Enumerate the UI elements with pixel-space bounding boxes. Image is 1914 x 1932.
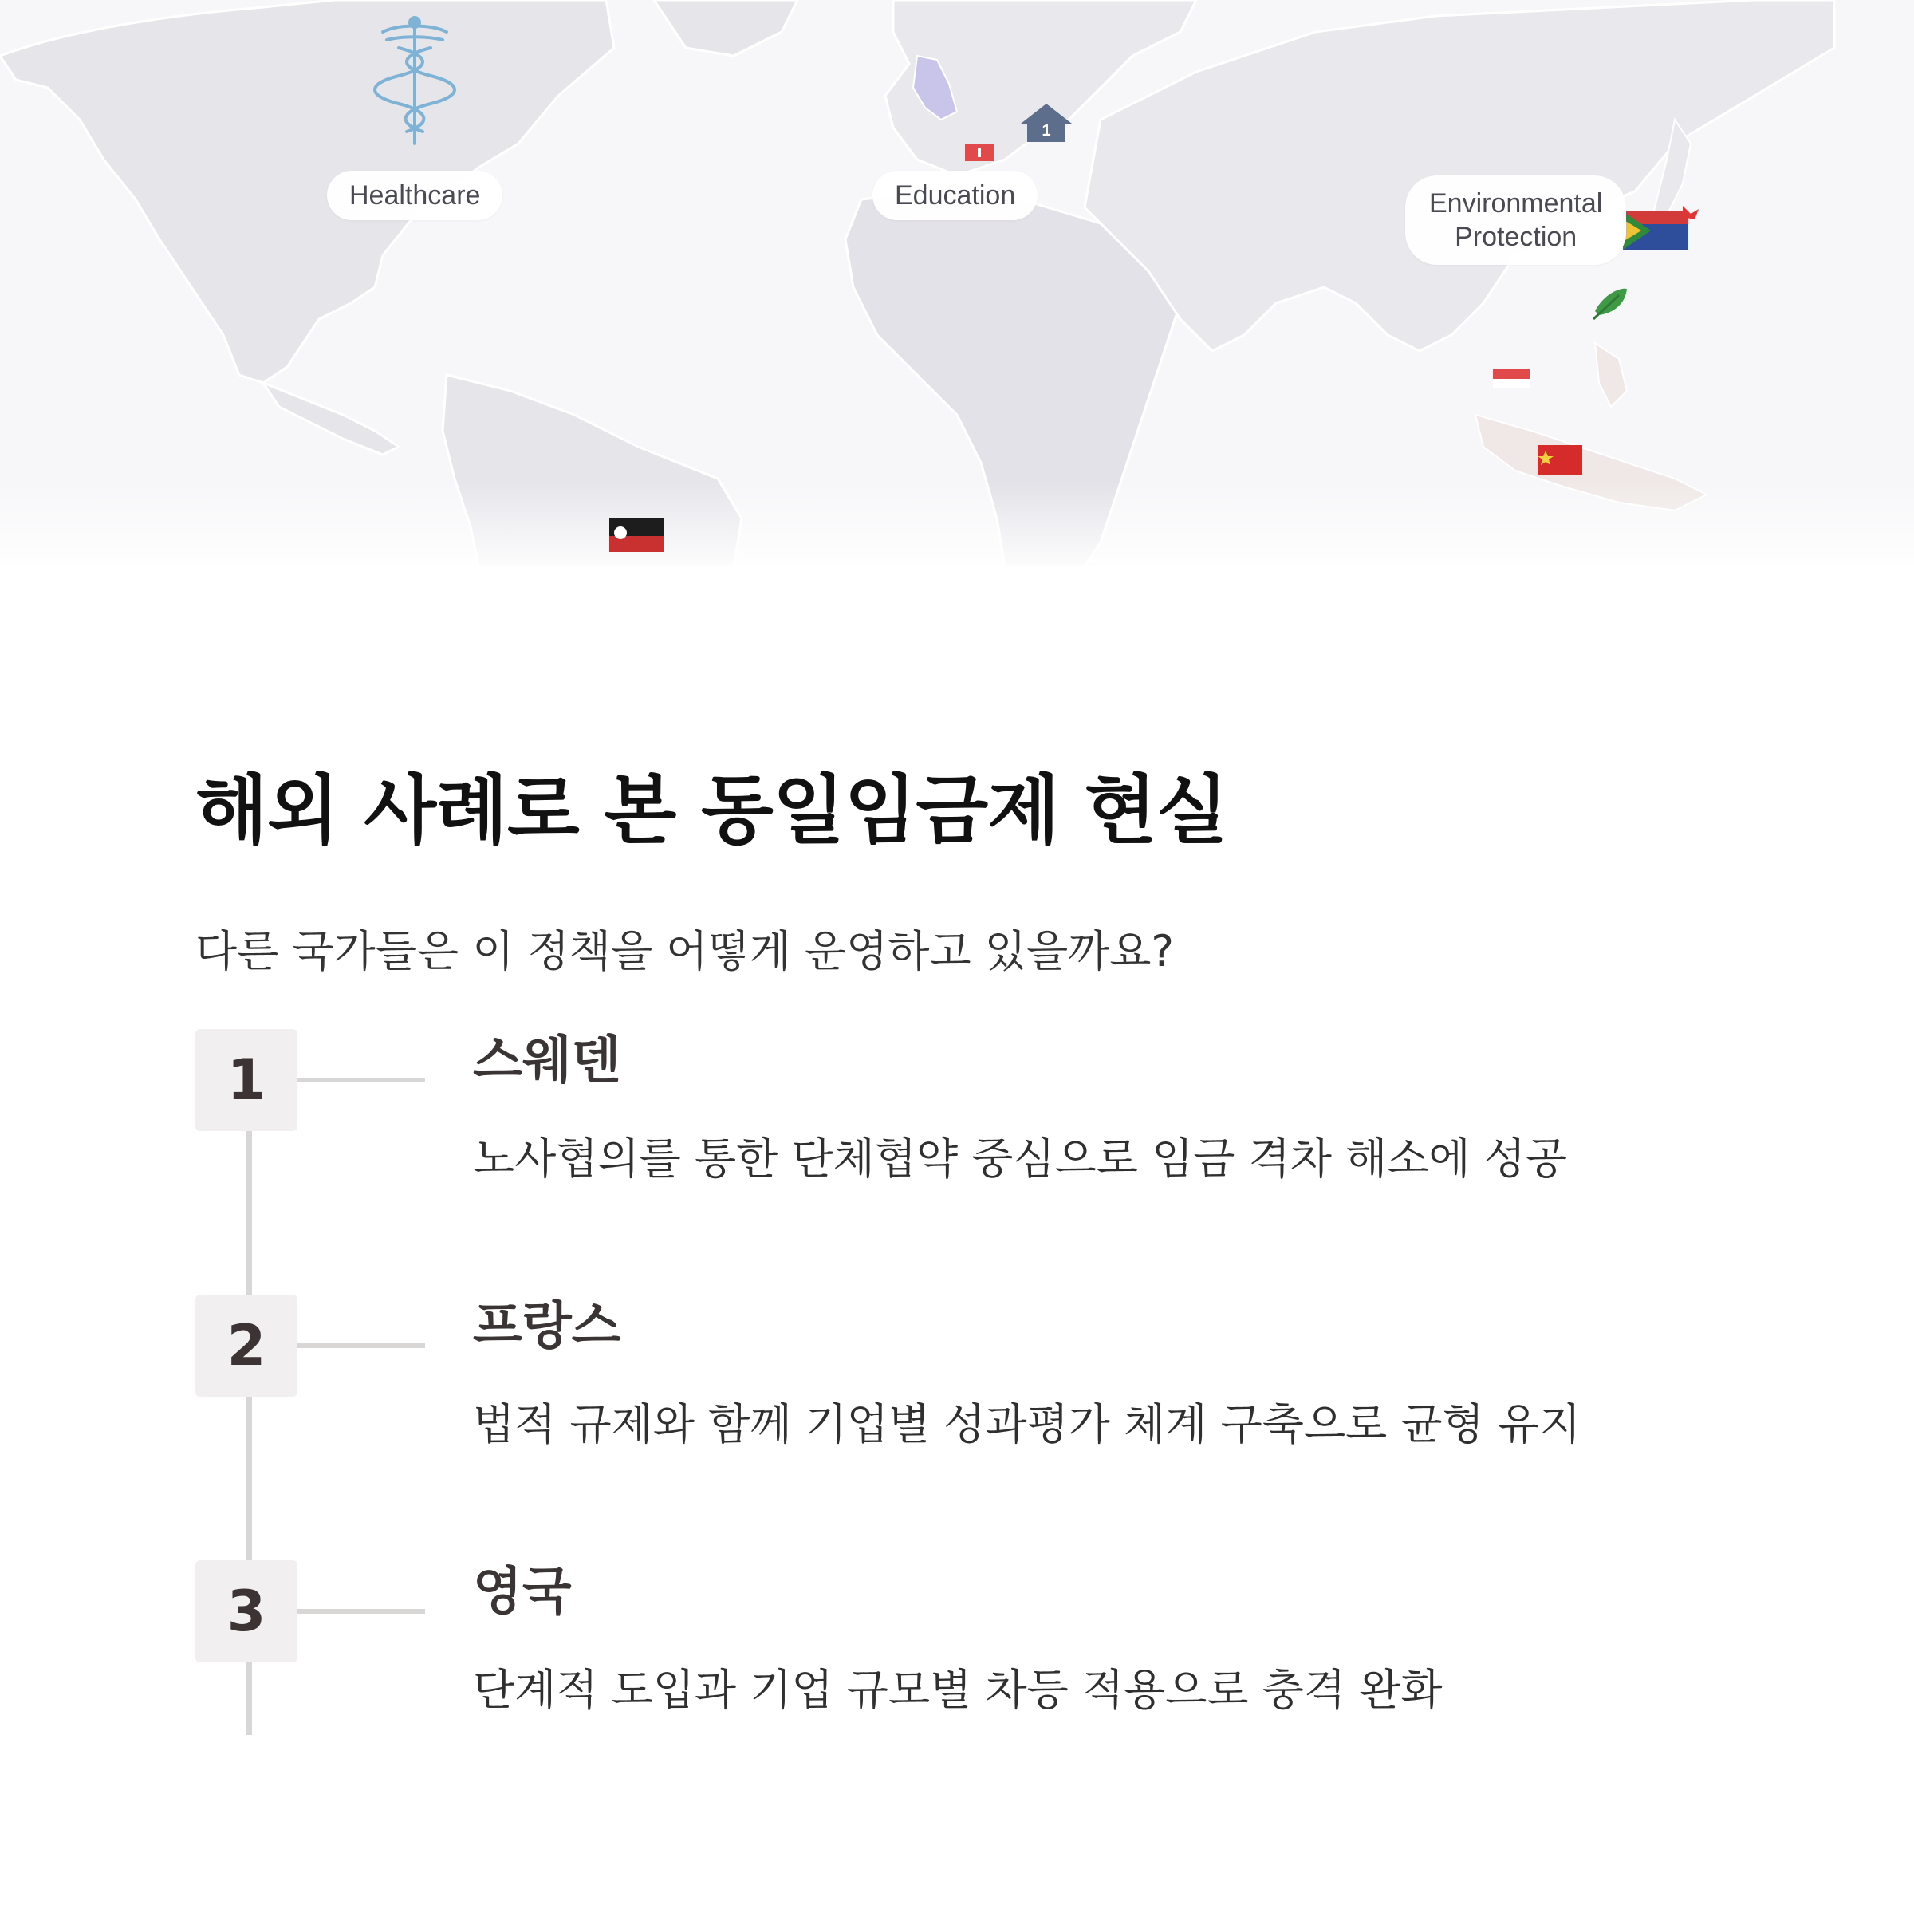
world-map <box>0 0 1914 566</box>
timeline-step-1 <box>195 1029 1711 1184</box>
step-number-badge: 2 <box>195 1295 297 1397</box>
flag-icon-china <box>1538 445 1582 475</box>
map-label-environmental-line2: Protection <box>1455 222 1577 252</box>
step-connector <box>297 1078 425 1082</box>
timeline-step-2 <box>195 1295 1711 1449</box>
map-label-healthcare: Healthcare <box>327 171 502 220</box>
flag-icon-switzerland <box>965 144 994 161</box>
step-connector <box>297 1343 425 1348</box>
step-description: 노사협의를 통한 단체협약 중심으로 임금 격차 해소에 성공 <box>473 1134 1568 1184</box>
step-description: 단계적 도입과 기업 규모별 차등 적용으로 충격 완화 <box>473 1665 1443 1715</box>
timeline-step-3 <box>195 1560 1711 1715</box>
flag-icon-singapore <box>1493 369 1530 388</box>
map-label-environmental-line1: Environmental <box>1429 188 1603 219</box>
step-country-name: 영국 <box>473 1563 572 1622</box>
step-country-name: 스웨덴 <box>473 1031 621 1090</box>
map-label-environmental-protection <box>1405 175 1626 265</box>
page-title: 해외 사례로 본 동일임금제 현실 <box>195 767 1228 854</box>
map-label-education: Education <box>872 171 1038 220</box>
education-badge-number: 1 <box>1042 122 1051 140</box>
step-number-badge: 1 <box>195 1029 297 1131</box>
step-number-badge: 3 <box>195 1560 297 1662</box>
page-subtitle: 다른 국가들은 이 정책을 어떻게 운영하고 있을까요? <box>195 926 1175 976</box>
step-connector <box>297 1609 425 1614</box>
step-description: 법적 규제와 함께 기업별 성과평가 체계 구축으로 균형 유지 <box>473 1399 1581 1449</box>
world-map-banner <box>0 0 1914 566</box>
step-country-name: 프랑스 <box>473 1297 621 1356</box>
flag-icon-red-black <box>609 518 664 552</box>
flag-icon-south-africa <box>1623 206 1699 250</box>
